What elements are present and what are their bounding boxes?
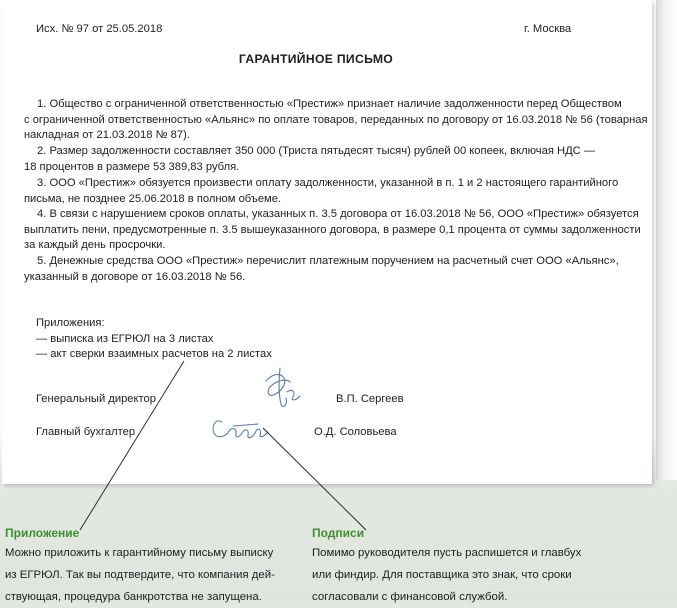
text-line: с ограниченной ответственностью «Альянс» по оплате товаров, переданных по договору от 16.03.2018 № 56 (товарная bbox=[24, 113, 648, 126]
callout-leader-line-signatures bbox=[263, 428, 366, 530]
text-line: за каждый день просрочки. bbox=[24, 239, 166, 252]
callout-text-signatures bbox=[312, 542, 581, 608]
callout-leader-line-attachments bbox=[80, 361, 184, 530]
text-line: накладная от 21.03.2018 № 87). bbox=[24, 129, 190, 142]
callout-line: согласовали с финансовой службой. bbox=[312, 591, 508, 603]
callout-text-attachment bbox=[5, 542, 275, 608]
callout-line: из ЕГРЮЛ. Так вы подтвердите, что компания дей- bbox=[5, 569, 275, 581]
signature-name-director: В.П. Сергеев bbox=[336, 393, 404, 405]
attachment-item: — акт сверки взаимных расчетов на 2 листах bbox=[36, 348, 272, 360]
city: г. Москва bbox=[524, 23, 572, 35]
callout-line: Помимо руководителя пусть распишется и главбух bbox=[312, 547, 582, 559]
callout-title-attachment: Приложение bbox=[5, 526, 80, 540]
callout-line: ствующая, процедура банкротства не запущена. bbox=[5, 591, 262, 603]
accountant-handwritten-signature bbox=[213, 421, 268, 438]
attachment-item: — выписка из ЕГРЮЛ на 3 листах bbox=[36, 333, 214, 345]
text-line: указанный в договоре от 16.03.2018 № 56. bbox=[24, 270, 246, 283]
text-line: 3. ООО «Престиж» обязуется произвести оплату задолженности, указанной в п. 1 и 2 настоящего гарантийного bbox=[37, 177, 619, 189]
signature-role-accountant: Главный бухгалтер bbox=[36, 426, 136, 438]
callout-line: или финдир. Для поставщика это знак, что сроки bbox=[312, 569, 572, 581]
text-line: выплатить пени, предусмотренные п. 3.5 вышеуказанного договора, в размере 0,1 процента от суммы задолженности bbox=[24, 223, 641, 236]
text-line: 5. Денежные средства ООО «Престиж» перечислит платежным поручением на расчетный счет ООО «Альянс», bbox=[37, 255, 619, 267]
text-line: 2. Размер задолженности составляет 350 000 (Триста пятьдесят тысяч) рублей 00 копеек, включая НДС — bbox=[37, 145, 596, 157]
director-handwritten-signature bbox=[266, 368, 300, 406]
signature-name-accountant: О.Д. Соловьева bbox=[314, 426, 397, 438]
text-line: 4. В связи с нарушением сроков оплаты, указанных п. 3.5 договора от 16.03.2018 № 56, ООО «Престиж» обязуется bbox=[37, 208, 639, 220]
callout-title-signatures: Подписи bbox=[312, 526, 365, 540]
outgoing-ref: Исх. № 97 от 25.05.2018 bbox=[36, 23, 163, 35]
text-line: 1. Общество с ограниченной ответственностью «Престиж» признает наличие задолженности перед Обществом bbox=[37, 98, 622, 110]
callout-line: Можно приложить к гарантийному письму выписку bbox=[5, 547, 274, 559]
signature-role-director: Генеральный директор bbox=[36, 393, 156, 405]
attachments-heading: Приложения: bbox=[36, 317, 105, 329]
text-line: 18 процентов в размере 53 389,83 рубля. bbox=[24, 160, 240, 173]
text-line: письма, не позднее 25.06.2018 в полном объеме. bbox=[24, 192, 282, 205]
document-title: ГАРАНТИЙНОЕ ПИСЬМО bbox=[238, 52, 394, 66]
